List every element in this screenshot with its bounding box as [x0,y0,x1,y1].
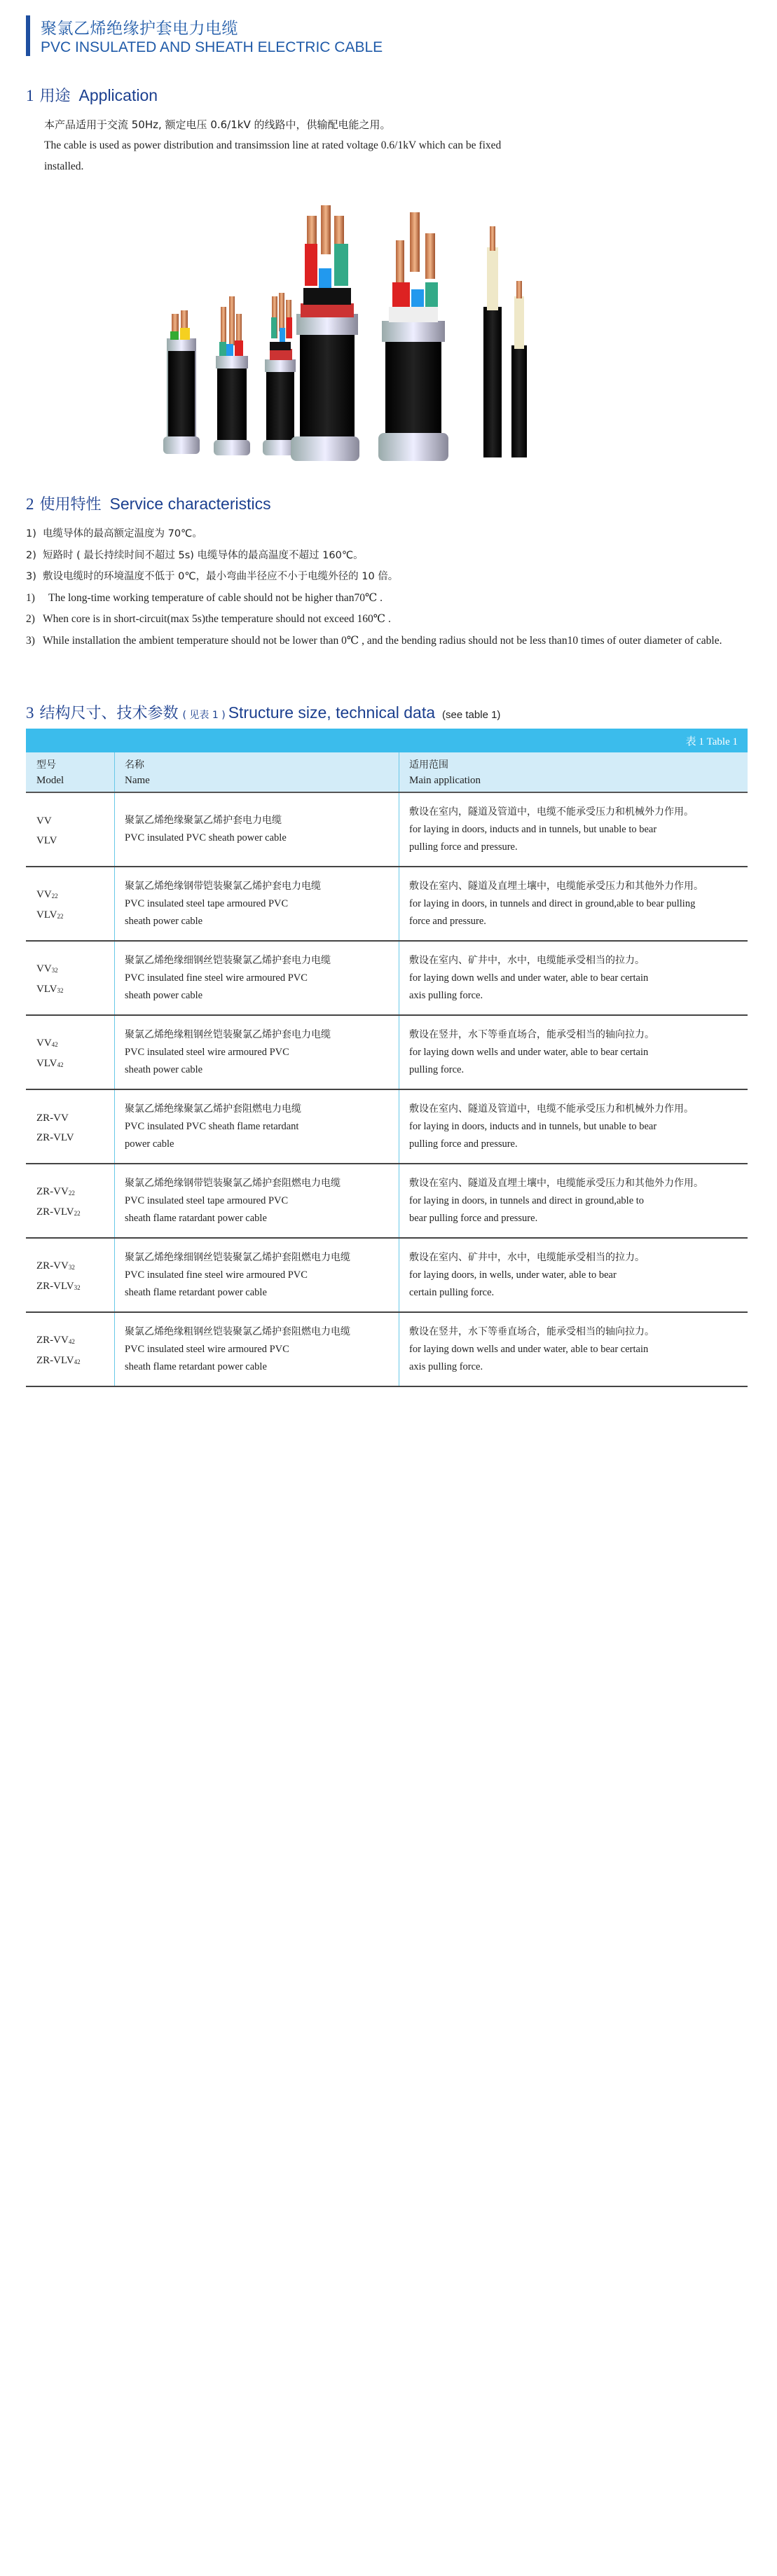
cell-application [399,1313,748,1386]
application-en: pulling force and pressure. [409,841,518,853]
name-cn: 聚氯乙烯绝缘聚氯乙烯护套阻燃电力电缆 [125,1103,301,1115]
table-row [26,1164,748,1239]
application-en: for laying down wells and under water, able to bear certain [409,1046,649,1058]
application-en: for laying in doors, in tunnels and direct in ground,able to bear pulling [409,897,696,909]
cell-name [114,1016,399,1089]
title-accent-bar [26,15,30,56]
model-code: $VLV_{42}$ [36,1058,64,1069]
list-number: 2) [26,549,36,561]
cell-application [399,1090,748,1163]
application-en: for laying down wells and under water, able to bear certain [409,972,649,984]
application-en: for laying down wells and under water, able to bear certain [409,1343,649,1355]
section-number: 3 [26,704,34,722]
application-cn: 敷设在竖井，水下等垂直场合，能承受相当的轴向拉力。 [409,1325,654,1337]
application-text [44,114,535,177]
list-item [26,588,748,609]
section-3-heading [26,701,500,723]
table-row [26,1090,748,1164]
application-en: force and pressure. [409,915,486,927]
cell-model [26,1090,114,1163]
list-item [26,631,748,652]
name-cn: 聚氯乙烯绝缘粗钢丝铠装聚氯乙烯护套电力电缆 [125,1028,331,1040]
cell-application [399,942,748,1014]
name-en: sheath flame retardant power cable [125,1286,267,1298]
model-code: $ZR-VLV_{32}$ [36,1281,81,1292]
name-cn: 聚氯乙烯绝缘细钢丝铠装聚氯乙烯护套阻燃电力电缆 [125,1251,350,1263]
table-header [26,752,748,793]
model-code: $ZR-VV_{22}$ [36,1186,75,1197]
application-en: for laying doors, in wells, under water, able to bear [409,1269,617,1281]
section-title-cn: 结构尺寸、技术参数 [39,705,179,722]
application-text-en: The cable is used as power distribution and transimssion line at rated voltage 0.6/1kV which can be fixed installed. [44,139,502,172]
name-en: PVC insulated fine steel wire armoured PVC [125,972,308,984]
section-title-en: Application [78,86,158,104]
section-title-cn: 用途 [39,88,71,105]
application-en: certain pulling force. [409,1286,495,1298]
application-cn: 敷设在室内、隧道及管道中，电缆不能承受压力和机械外力作用。 [409,1103,694,1115]
application-cn: 敷设在室内、矿井中，水中，电缆能承受相当的拉力。 [409,954,645,966]
model-code: $ZR-VV_{42}$ [36,1335,75,1346]
name-en: PVC insulated PVC sheath flame retardant [125,1120,299,1132]
list-item [26,523,748,545]
section-number: 2 [26,495,34,513]
application-en: bear pulling force and pressure. [409,1212,538,1224]
application-en: axis pulling force. [409,1361,483,1372]
section-2-heading [26,493,271,514]
cell-application [399,1164,748,1237]
list-text: 短路时 ( 最长持续时间不超过 5s) 电缆导体的最高温度不超过 160℃。 [43,549,364,561]
header-cn: 名称 [125,759,144,771]
list-text: While installation the ambient temperature should not be lower than 0℃ , and the bending radius should not be less than10 times of outer diameter of cable. [43,634,722,647]
header-model [26,752,114,792]
name-en: sheath power cable [125,989,203,1001]
cell-model [26,1313,114,1386]
table-caption: 表 1 Table 1 [685,736,738,748]
list-number: 1) [26,528,36,539]
table-row [26,1313,748,1387]
list-number: 3) [26,571,36,582]
name-en: PVC insulated steel tape armoured PVC [125,1194,289,1206]
list-number: 2) [26,613,35,625]
name-en: sheath flame ratardant power cable [125,1212,267,1224]
list-item [26,545,748,567]
header-cn: 适用范围 [409,759,448,771]
header-cn: 型号 [36,759,56,771]
list-text: 电缆导体的最高额定温度为 70℃。 [43,528,202,539]
table-row [26,867,748,942]
section-title-en: Service characteristics [109,495,271,513]
list-text: The long-time working temperature of cable should not be higher than70℃ . [48,591,383,604]
page-title-en: PVC INSULATED AND SHEATH ELECTRIC CABLE [41,39,383,55]
model-code: $VV_{42}$ [36,1038,58,1049]
header-en: Name [125,775,150,786]
service-characteristics-list [26,523,748,652]
name-en: PVC insulated steel wire armoured PVC [125,1343,289,1355]
cell-model [26,1164,114,1237]
header-en: Model [36,775,64,786]
model-code: VLV [36,835,57,846]
name-cn: 聚氯乙烯绝缘粗钢丝铠装聚氯乙烯护套阻燃电力电缆 [125,1325,350,1337]
application-cn: 敷设在竖井，水下等垂直场合，能承受相当的轴向拉力。 [409,1028,654,1040]
name-en: PVC insulated steel wire armoured PVC [125,1046,289,1058]
cell-application [399,1239,748,1311]
cell-model [26,867,114,940]
header-application [399,752,748,792]
name-en: sheath flame retardant power cable [125,1361,267,1372]
header-name [114,752,399,792]
cell-name [114,942,399,1014]
application-cn: 敷设在室内、矿井中，水中，电缆能承受相当的拉力。 [409,1251,645,1263]
list-number: 1) [26,591,35,604]
model-code: $VV_{32}$ [36,963,58,974]
list-number: 3) [26,634,35,647]
section-note-cn: ( 见表 1 ) [182,710,226,721]
application-text-cn: 本产品适用于交流 50Hz, 额定电压 0.6/1kV 的线路中，供输配电能之用。 [44,118,391,131]
application-en: axis pulling force. [409,989,483,1001]
model-code: ZR-VV [36,1113,69,1124]
name-en: PVC insulated steel tape armoured PVC [125,897,289,909]
list-text: When core is in short-circuit(max 5s)the temperature should not exceed 160℃ . [43,613,391,625]
table-row [26,1239,748,1313]
name-cn: 聚氯乙烯绝缘钢带铠装聚氯乙烯护套阻燃电力电缆 [125,1177,341,1189]
list-text: 敷设电缆时的环境温度不低于 0℃，最小弯曲半径应不小于电缆外径的 10 倍。 [43,571,399,582]
name-en: sheath power cable [125,915,203,927]
cell-application [399,867,748,940]
model-code: ZR-VLV [36,1132,74,1143]
page-title-cn: 聚氯乙烯绝缘护套电力电缆 [41,20,238,38]
table-row [26,942,748,1016]
table-row [26,1016,748,1090]
section-number: 1 [26,87,34,104]
header-en: Main application [409,775,481,786]
see-table-note: (see table 1) [442,709,501,721]
application-cn: 敷设在室内、隧道及直埋土壤中，电缆能承受压力和其他外力作用。 [409,1177,703,1189]
technical-data-table [26,729,748,1387]
name-cn: 聚氯乙烯绝缘细钢丝铠装聚氯乙烯护套电力电缆 [125,954,331,966]
name-cn: 聚氯乙烯绝缘钢带铠装聚氯乙烯护套电力电缆 [125,880,321,892]
cell-name [114,1239,399,1311]
model-code: $ZR-VLV_{22}$ [36,1206,81,1218]
cell-name [114,1313,399,1386]
section-title-en: Structure size, technical data [228,703,436,722]
cell-application [399,793,748,866]
cell-name [114,793,399,866]
model-code: $VLV_{32}$ [36,984,64,995]
application-en: pulling force and pressure. [409,1138,518,1150]
table-body [26,793,748,1387]
section-title-cn: 使用特性 [39,496,102,514]
cell-name [114,1090,399,1163]
name-en: PVC insulated PVC sheath power cable [125,832,287,843]
list-item [26,609,748,631]
model-code: $VLV_{22}$ [36,909,64,921]
cable-product-photo [151,198,620,464]
name-en: sheath power cable [125,1063,203,1075]
cell-model [26,793,114,866]
application-en: for laying in doors, inducts and in tunnels, but unable to bear [409,823,657,835]
section-1-heading [26,84,158,106]
cell-model [26,942,114,1014]
application-cn: 敷设在室内、隧道及直埋土壤中，电缆能承受压力和其他外力作用。 [409,880,703,892]
cell-model [26,1016,114,1089]
name-cn: 聚氯乙烯绝缘聚氯乙烯护套电力电缆 [125,815,282,826]
list-item [26,566,748,588]
cell-model [26,1239,114,1311]
model-code: VV [36,815,52,827]
cell-application [399,1016,748,1089]
application-en: pulling force. [409,1063,465,1075]
name-en: power cable [125,1138,174,1150]
application-cn: 敷设在室内，隧道及管道中，电缆不能承受压力和机械外力作用。 [409,806,694,818]
application-en: for laying in doors, in tunnels and direct in ground,able to [409,1194,645,1206]
table-caption-band [26,729,748,752]
model-code: $ZR-VLV_{42}$ [36,1355,81,1366]
name-en: PVC insulated fine steel wire armoured PVC [125,1269,308,1281]
model-code: $ZR-VV_{32}$ [36,1260,75,1272]
cell-name [114,867,399,940]
cell-name [114,1164,399,1237]
table-row [26,793,748,867]
application-en: for laying in doors, inducts and in tunnels, but unable to bear [409,1120,657,1132]
model-code: $VV_{22}$ [36,889,58,900]
